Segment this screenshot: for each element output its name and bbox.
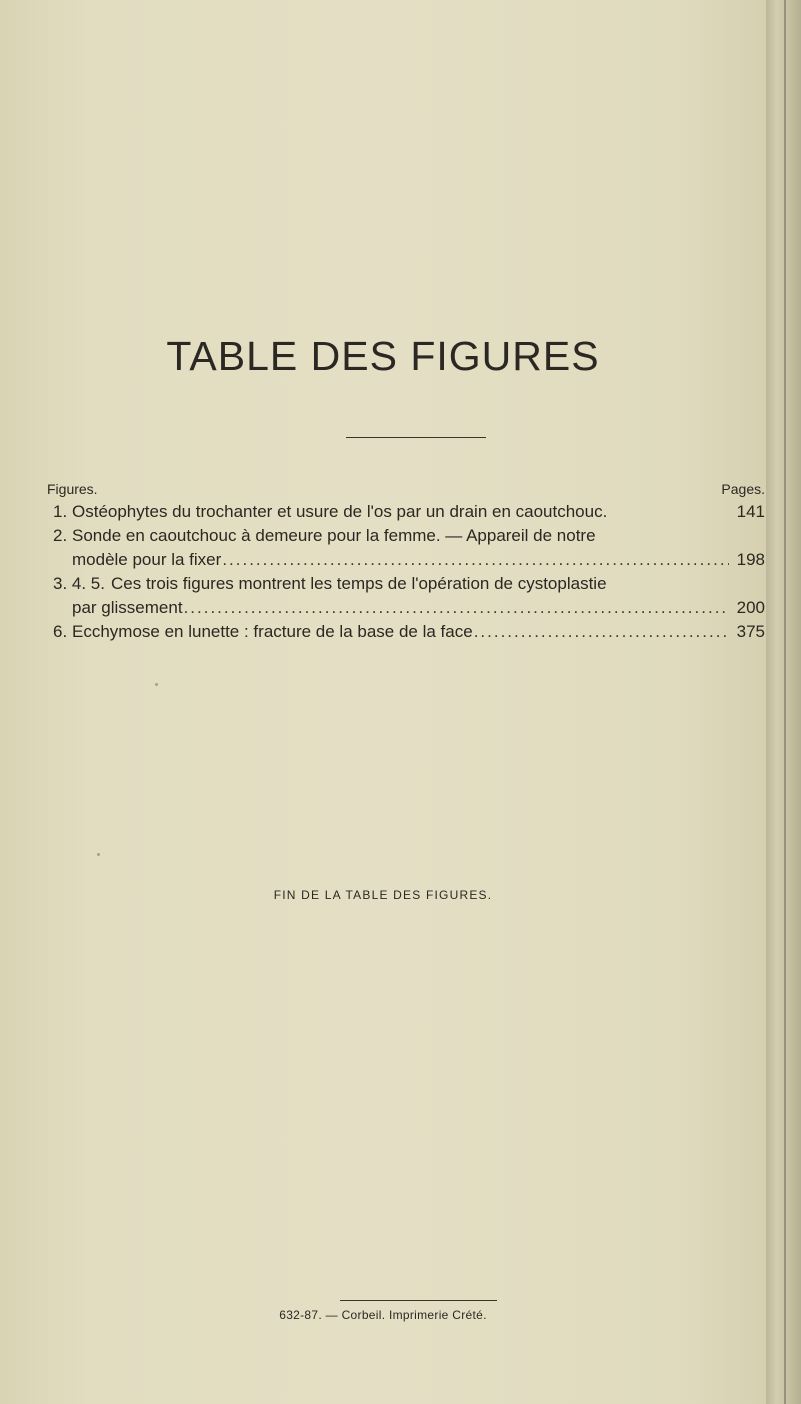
toc-entry [53, 572, 765, 620]
figure-number: 2. [53, 526, 68, 545]
figure-number: 6. [53, 622, 68, 641]
page-title: TABLE DES FIGURES [166, 333, 600, 379]
leader-dots [474, 620, 729, 644]
title-rule [346, 437, 486, 438]
figure-caption-continued: par glissement [72, 598, 183, 617]
table-of-figures [44, 478, 765, 644]
toc-entry [53, 524, 765, 572]
imprint-rule [340, 1300, 497, 1301]
figure-caption: Ostéophytes du trochanter et usure de l'os par un drain en caoutchouc. [72, 502, 608, 521]
leader-dots [222, 548, 729, 572]
page-edge-line [784, 0, 786, 1404]
figure-number: 1. [53, 502, 68, 521]
figure-caption: Sonde en caoutchouc à demeure pour la femme. — Appareil de notre [72, 526, 596, 545]
pages-column-label: Pages. [721, 481, 765, 497]
toc-entry [53, 500, 765, 524]
leader-dots [184, 596, 729, 620]
end-of-table-mark: FIN DE LA TABLE DES FIGURES. [273, 888, 493, 902]
figures-column-label: Figures. [47, 481, 98, 497]
paper-speck [155, 683, 158, 686]
page-number: 375 [736, 622, 765, 641]
figure-caption: Ces trois figures montrent les temps de l'opération de cystoplastie [110, 574, 607, 593]
page-number: 198 [736, 550, 765, 569]
figure-caption: Ecchymose en lunette : fracture de la base de la face [72, 622, 473, 641]
page-number: 200 [736, 598, 765, 617]
figure-number: 3. 4. 5. [53, 574, 105, 593]
page-number: 141 [736, 502, 765, 521]
figure-caption-continued: modèle pour la fixer [72, 550, 222, 569]
printer-imprint: 632-87. — Corbeil. Imprimerie Crété. [279, 1308, 487, 1322]
paper-speck [97, 853, 100, 856]
toc-header [47, 478, 765, 500]
toc-entry [53, 620, 765, 644]
